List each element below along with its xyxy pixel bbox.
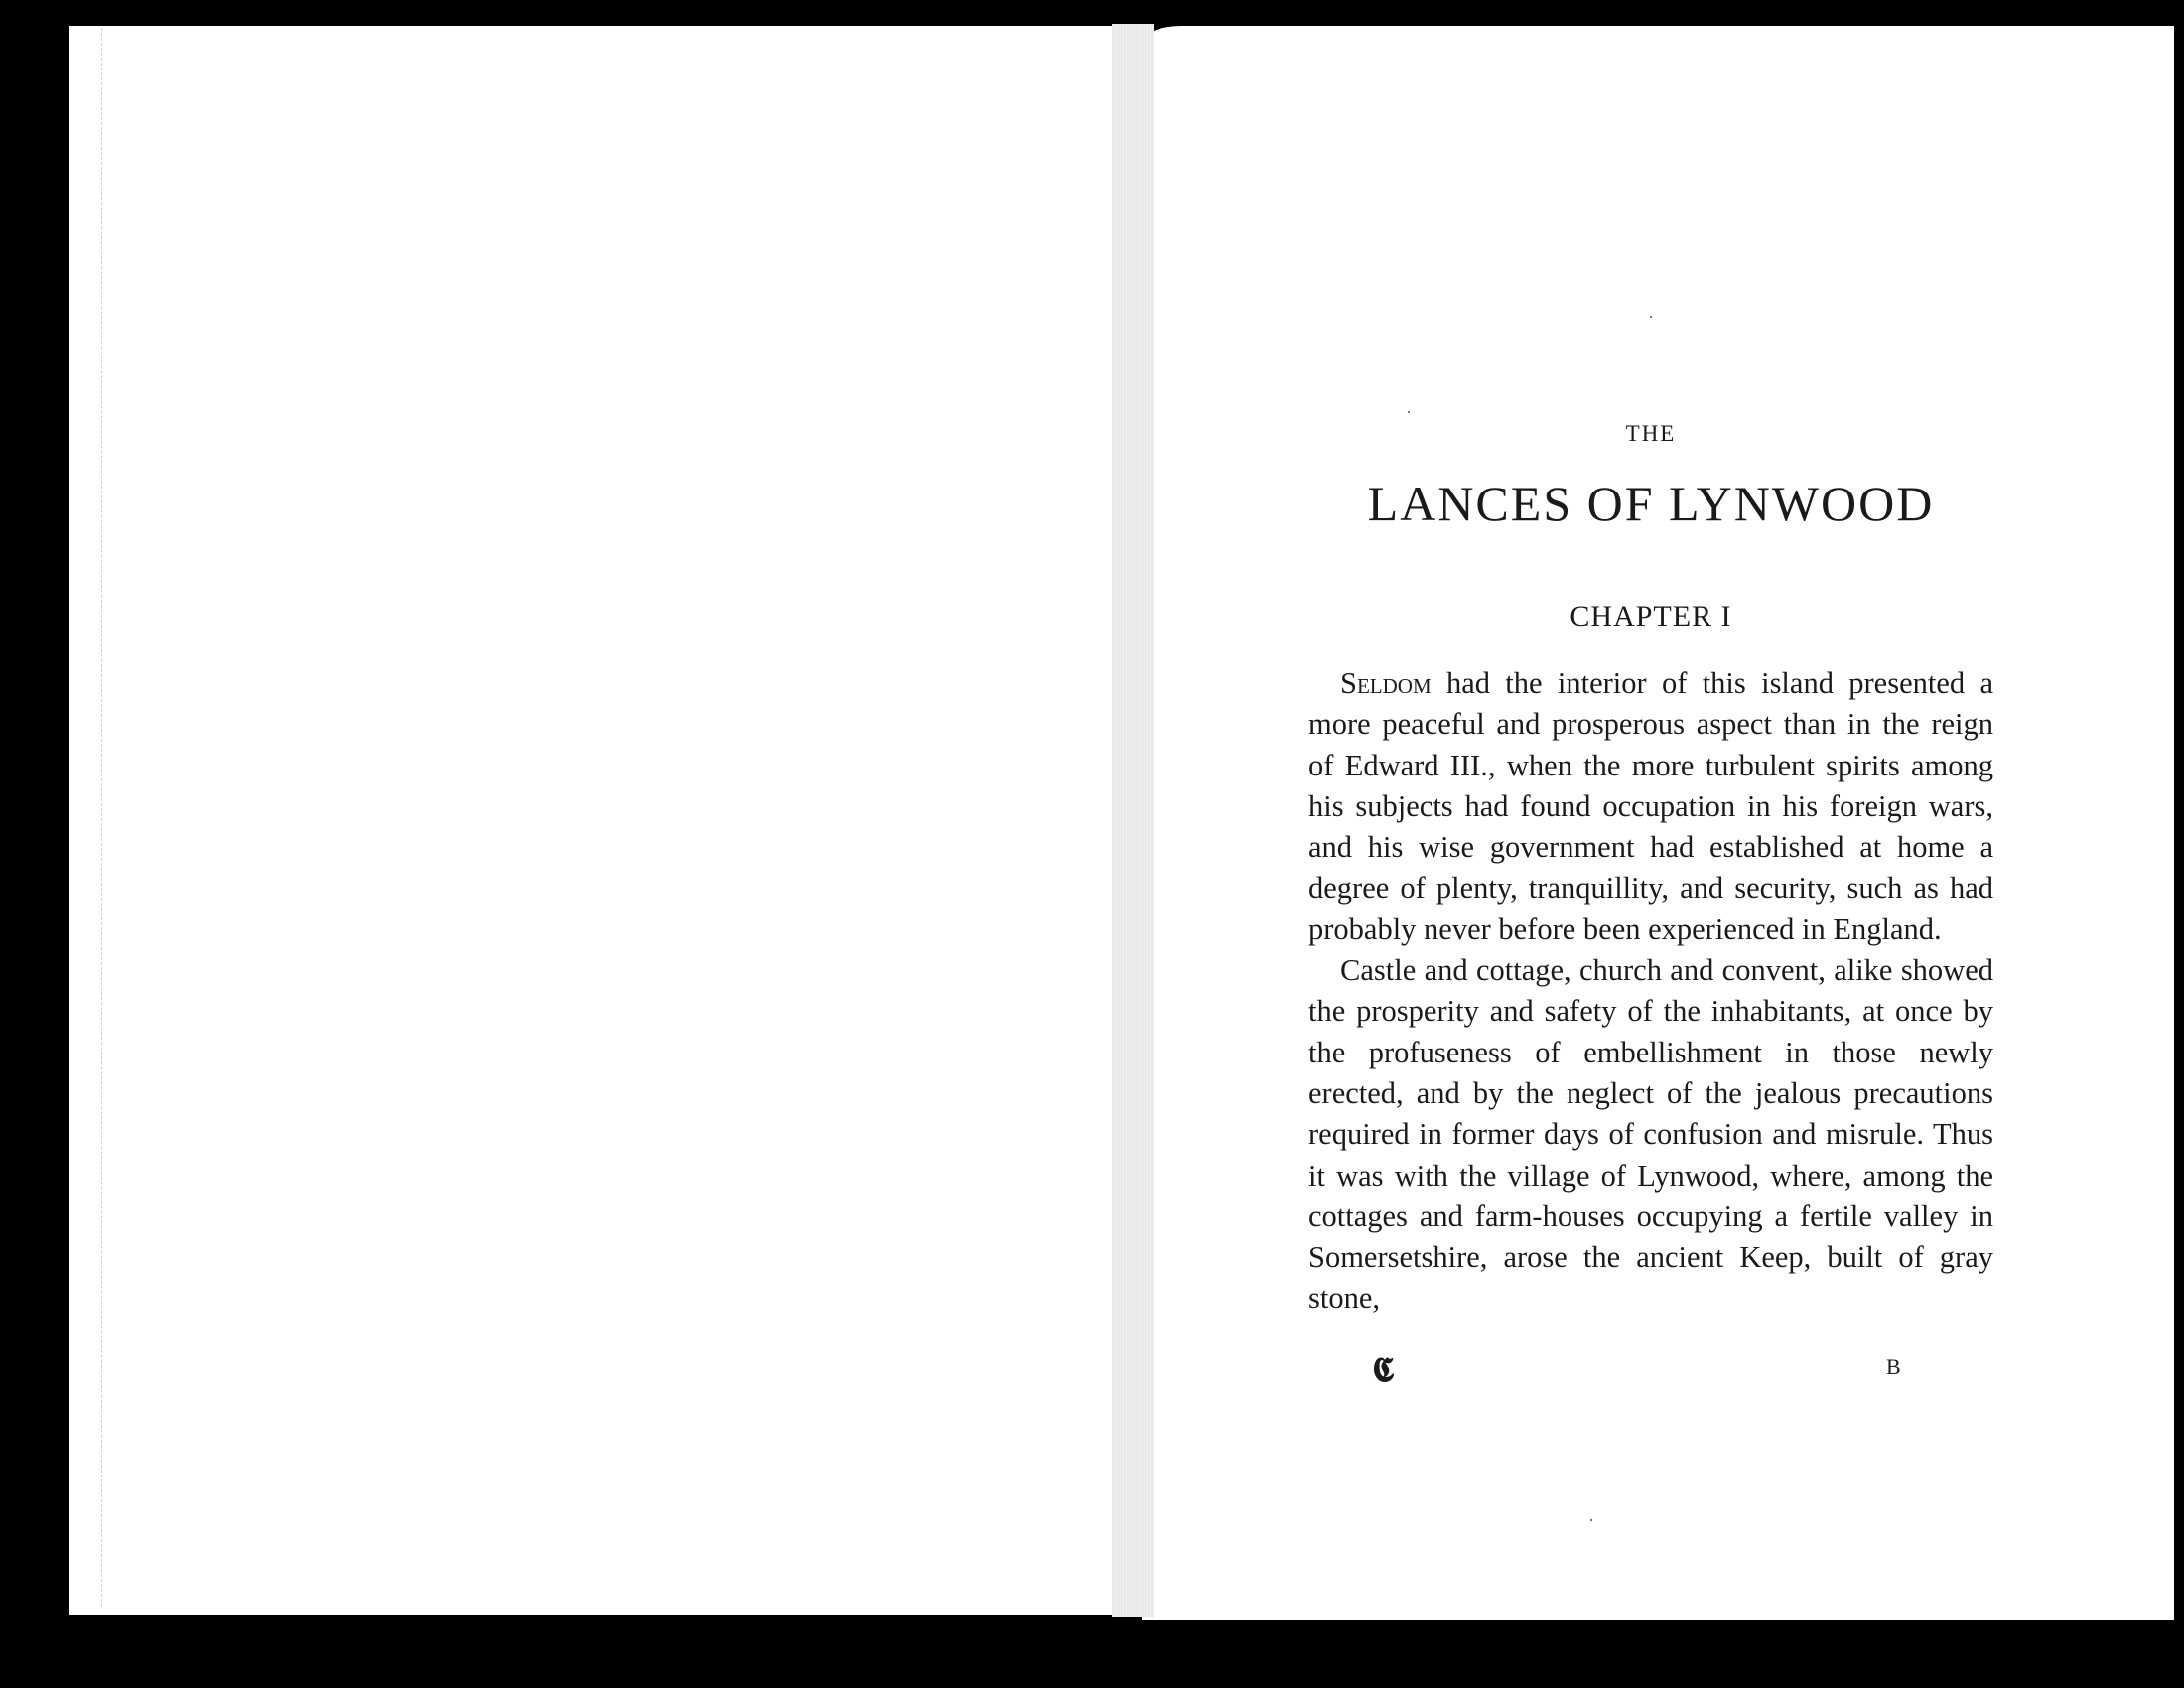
- chapter-heading: CHAPTER I: [1570, 600, 1732, 633]
- body-text: [1308, 663, 1993, 1320]
- book-gutter: [1112, 24, 1154, 1617]
- paragraph-1-text: had the interior of this island presented a more peaceful and prosperous aspect than in the reign of Edward III., when the more turbulent spirits among his subjects had found occupation in his foreign wars, and his wise government had established at home a degree of plenty, tranquillity, and security, such as had probably never before been experienced in England.: [1308, 666, 1993, 946]
- scan-speck: [1650, 316, 1652, 318]
- left-page-edge: [101, 28, 102, 1607]
- title-prefix: THE: [1625, 421, 1677, 446]
- signature-mark: 𝕮: [1372, 1350, 1395, 1390]
- book-title: LANCES OF LYNWOOD: [1367, 476, 1935, 531]
- signature-letter: B: [1886, 1354, 1901, 1379]
- paragraph-1: [1308, 663, 1993, 950]
- paragraph-lead-word: Seldom: [1340, 666, 1432, 700]
- paragraph-2: Castle and cottage, church and convent, alike showed the prosperity and safety of the inhabitants, at once by the profuseness of embellishment in those newly erected, and by the neglect of the jealous precautions required in former days of confusion and misrule. Thus it was with the village of Lynwood, where, among the cottages and farm-houses occupying a fertile valley in Somersetshire, arose the ancient Keep, built of gray stone,: [1308, 953, 1993, 1316]
- scan-speck: [1590, 1519, 1592, 1521]
- scan-speck: [1408, 411, 1410, 413]
- blank-left-page: [69, 26, 1144, 1615]
